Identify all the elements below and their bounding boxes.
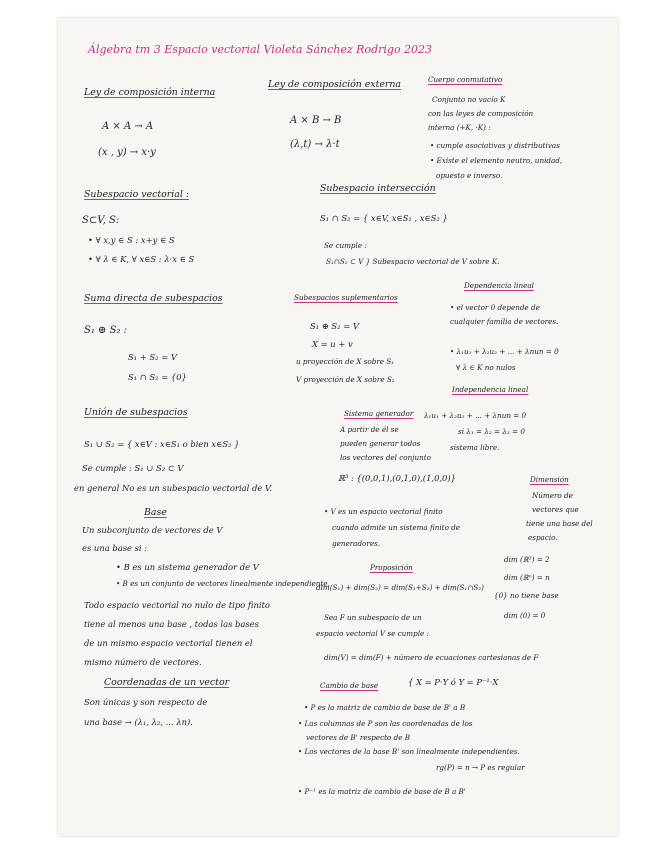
text-line: con las leyes de composición xyxy=(428,109,534,118)
text-line: Un subconjunto de vectores de V xyxy=(82,525,223,535)
text-line: • Existe el elemento neutro, unidad, xyxy=(430,156,563,165)
text-line: V proyección de X sobre S₂ xyxy=(296,375,395,384)
text-line: pueden generar todos xyxy=(340,439,421,448)
formula-line: (λ,t) → λ·t xyxy=(290,139,340,150)
text-line: • Las columnas de P son las coordenadas de los xyxy=(298,719,473,728)
text-line: vectores de B' respecto de B xyxy=(306,733,411,742)
formula-line: λ₁u₁ + λ₂u₂ + ... + λnun = 0 xyxy=(424,411,527,420)
heading-change-of-base: Cambio de base xyxy=(320,681,379,690)
formula-line: S₁ ∪ S₂ = { x∈V : x∈S₁ o bien x∈S₂ } xyxy=(84,439,240,449)
text-line: espacio vectorial V se cumple : xyxy=(316,629,429,638)
formula-line: S₁ ∩ S₂ = {0} xyxy=(128,372,187,382)
formula-line: • ∀ x,y ∈ S : x+y ∈ S xyxy=(88,235,175,245)
heading-direct-sum: Suma directa de subespacios xyxy=(84,293,223,304)
formula-line: S₁∩S₂ ⊂ V } Subespacio vectorial de V sobre K. xyxy=(326,257,500,266)
text-line: • P es la matriz de cambio de base de B' a B xyxy=(304,703,466,712)
text-line: • B es un sistema generador de V xyxy=(116,562,259,572)
heading-linear-independence: Independencia lineal xyxy=(452,385,529,394)
formula-line: S₁ ∩ S₂ = { x∈V, x∈S₁ , x∈S₂ } xyxy=(320,213,448,223)
text-line: tiene al menos una base , todas las bases xyxy=(84,619,259,629)
heading-supplementary: Subespacios suplementarios xyxy=(294,293,398,302)
formula-line: A × A → A xyxy=(102,121,154,132)
text-line: Sea F un subespacio de un xyxy=(324,613,422,622)
formula-line: S₁ ⊕ S₂ = V xyxy=(310,321,359,331)
text-line: interna (+K, ·K) : xyxy=(428,123,491,132)
formula-line: si λ₁ = λ₂ = λ₃ = 0 xyxy=(458,427,525,436)
text-line: Todo espacio vectorial no nulo de tipo finito xyxy=(84,600,270,610)
text-line: ∀ λ ∈ K no nulos xyxy=(456,363,516,372)
text-line: mismo número de vectores. xyxy=(84,657,202,667)
formula-line: X = u + v xyxy=(312,339,353,349)
text-line: • V es un espacio vectorial finito xyxy=(324,507,443,516)
formula-line: S₁ ⊕ S₂ : xyxy=(84,325,128,336)
text-line: tiene una base del xyxy=(526,519,593,528)
heading-intersection: Subespacio intersección xyxy=(320,183,436,194)
heading-internal-law: Ley de composición interna xyxy=(84,87,216,98)
text-line: A partir de él se xyxy=(340,425,399,434)
heading-commutative-field: Cuerpo conmutativo xyxy=(428,75,503,84)
formula-line: dim (ℝⁿ) = n xyxy=(504,573,550,582)
formula-line: A × B → B xyxy=(290,115,342,126)
text-line: es una base si : xyxy=(82,543,148,553)
heading-external-law: Ley de composición externa xyxy=(268,79,401,90)
text-line: • Los vectores de la base B' son linealmente independientes. xyxy=(298,747,520,756)
page-title: Álgebra tm 3 Espacio vectorial Violeta Sánchez Rodrigo 2023 xyxy=(88,43,433,56)
heading-linear-dependence: Dependencia lineal xyxy=(464,281,534,290)
text-line: • el vector 0 depende de xyxy=(450,303,540,312)
text-line: cualquier familia de vectores. xyxy=(450,317,559,326)
text-line: • P⁻¹ es la matriz de cambio de base de B a B' xyxy=(298,787,466,796)
text-line: los vectores del conjunto xyxy=(340,453,431,462)
formula-line: • λ₁u₁ + λ₂u₂ + ... + λnun = 0 xyxy=(450,347,559,356)
text-line: vectores que xyxy=(532,505,579,514)
formula-line: { X = P·Y ó Y = P⁻¹·X xyxy=(408,677,499,687)
text-line: {0} no tiene base xyxy=(494,591,559,600)
heading-subspace: Subespacio vectorial : xyxy=(84,189,189,200)
text-line: Se cumple : xyxy=(324,241,367,250)
notebook-page xyxy=(58,18,618,836)
text-line: en general No es un subespacio vectorial de V. xyxy=(74,483,273,493)
text-line: opuesto e inverso. xyxy=(436,171,503,180)
formula-line: S₁ + S₂ = V xyxy=(128,352,177,362)
text-line: sistema libre. xyxy=(450,443,500,452)
formula-line: (x , y) → x·y xyxy=(98,147,156,158)
formula-line: ℝ³ : {(0,0,1),(0,1,0),(1,0,0)} xyxy=(338,473,456,483)
heading-union: Unión de subespacios xyxy=(84,407,188,418)
formula-line: dim(V) = dim(F) + número de ecuaciones cartesianas de F xyxy=(324,653,539,662)
heading-generator-system: Sistema generador xyxy=(344,409,414,418)
text-line: una base → (λ₁, λ₂, ... λn). xyxy=(84,717,193,727)
heading-coordinates: Coordenadas de un vector xyxy=(104,677,230,688)
formula-line: dim(S₁) + dim(S₂) = dim(S₁+S₂) + dim(S₁∩S₂) xyxy=(316,583,484,592)
text-line: u proyección de X sobre S₁ xyxy=(296,357,395,366)
text-line: cuando admite un sistema finito de xyxy=(332,523,461,532)
text-line: Se cumple : S₁ ∪ S₂ ⊂ V xyxy=(82,463,184,473)
text-line: Son únicas y son respecto de xyxy=(84,697,208,707)
formula-line: dim (0) = 0 xyxy=(504,611,546,620)
heading-base: Base xyxy=(144,507,167,518)
text-line: Número de xyxy=(532,491,573,500)
heading-dimension: Dimensión xyxy=(530,475,569,484)
text-line: generadores. xyxy=(332,539,381,548)
text-line: Conjunto no vacío K xyxy=(432,95,506,104)
formula-line: rg(P) = n → P es regular xyxy=(436,763,525,772)
text-line: • cumple asociativas y distributivas xyxy=(430,141,560,150)
formula-line: • ∀ λ ∈ K, ∀ x∈S : λ·x ∈ S xyxy=(88,254,195,264)
heading-proposition: Proposición xyxy=(370,563,413,572)
text-line: • B es un conjunto de vectores linealmente independiente. xyxy=(116,579,330,588)
formula-line: dim (ℝ²) = 2 xyxy=(504,555,550,564)
text-line: espacio. xyxy=(528,533,558,542)
formula-line: S⊂V, S: xyxy=(82,215,120,226)
text-line: de un mismo espacio vectorial tienen el xyxy=(84,638,253,648)
